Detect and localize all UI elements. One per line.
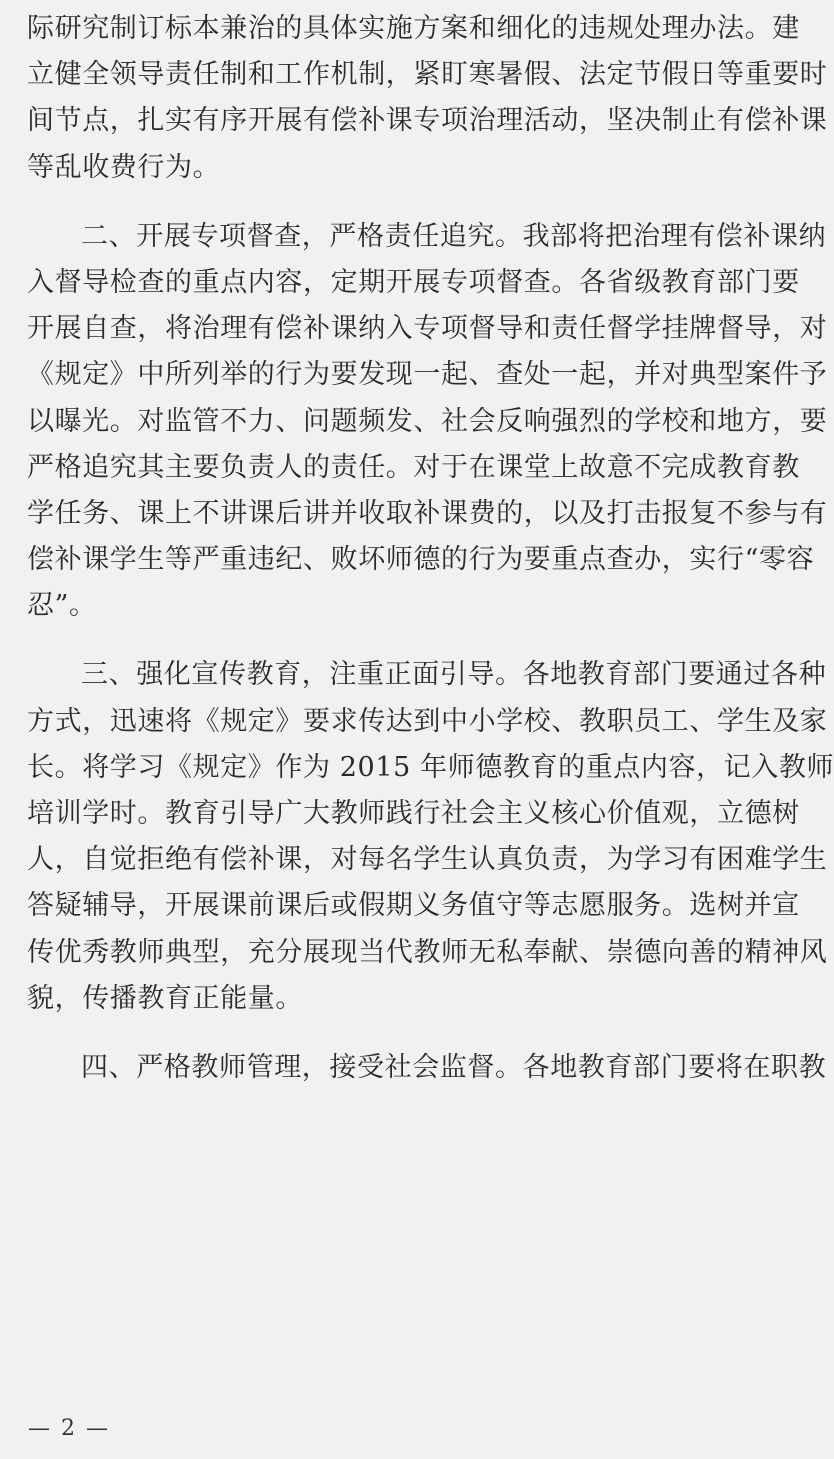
text-line: 答疑辅导，开展课前课后或假期义务值守等志愿服务。选树并宣 <box>27 890 800 922</box>
paragraph-gap <box>27 1022 570 1045</box>
text-line: 际研究制订标本兼治的具体实施方案和细化的违规处理办法。建 <box>27 13 800 44</box>
paragraph-gap <box>27 191 570 214</box>
text-line: 间节点，扎实有序开展有偿补课专项治理活动，坚决制止有偿补课 <box>27 105 828 137</box>
text-line: 长。将学习《规定》作为 2015 年师德教育的重点内容，记入教师 <box>27 751 834 783</box>
text-line: 培训学时。教育引导广大教师践行社会主义核心价值观，立德树 <box>27 798 800 829</box>
text-line: 三、强化宣传教育，注重正面引导。各地教育部门要通过各种 <box>81 659 827 691</box>
paragraph-2 <box>27 214 828 630</box>
text-line: 二、开展专项督查，严格责任追究。我部将把治理有偿补课纳 <box>81 220 827 252</box>
text-line: 人，自觉拒绝有偿补课，对每名学生认真负责，为学习有困难学生 <box>27 844 828 876</box>
text-line: 开展自查，将治理有偿补课纳入专项督导和责任督学挂牌督导，对 <box>27 313 828 345</box>
paragraph-4 <box>27 1045 827 1091</box>
text-line: 以曝光。对监管不力、问题频发、社会反响强烈的学校和地方，要 <box>27 405 828 437</box>
text-line: 立健全领导责任制和工作机制，紧盯寒暑假、法定节假日等重要时 <box>27 59 828 91</box>
paragraph-gap <box>27 629 570 652</box>
text-line: 忍”。 <box>27 590 97 622</box>
text-line: 偿补课学生等严重违纪、败坏师德的行为要重点查办，实行“零容 <box>27 544 815 576</box>
text-line: 方式，迅速将《规定》要求传达到中小学校、教职员工、学生及家 <box>27 705 828 737</box>
text-line: 《规定》中所列举的行为要发现一起、查处一起，并对典型案件予 <box>27 359 828 391</box>
text-line: 学任务、课上不讲课后讲并收取补课费的，以及打击报复不参与有 <box>27 497 828 529</box>
text-line: 四、严格教师管理，接受社会监督。各地教育部门要将在职教 <box>81 1051 827 1083</box>
text-line: 严格追究其主要负责人的责任。对于在课堂上故意不完成教育教 <box>27 451 800 483</box>
text-line: 入督导检查的重点内容，定期开展专项督查。各省级教育部门要 <box>27 266 800 298</box>
paragraph-1 <box>27 6 828 191</box>
text-line: 貌，传播教育正能量。 <box>27 982 303 1014</box>
paragraph-3 <box>27 652 834 1022</box>
text-line: 传优秀教师典型，充分展现当代教师无私奉献、崇德向善的精神风 <box>27 936 828 968</box>
page-number: — 2 — <box>28 1416 110 1441</box>
text-line: 等乱收费行为。 <box>27 151 221 183</box>
